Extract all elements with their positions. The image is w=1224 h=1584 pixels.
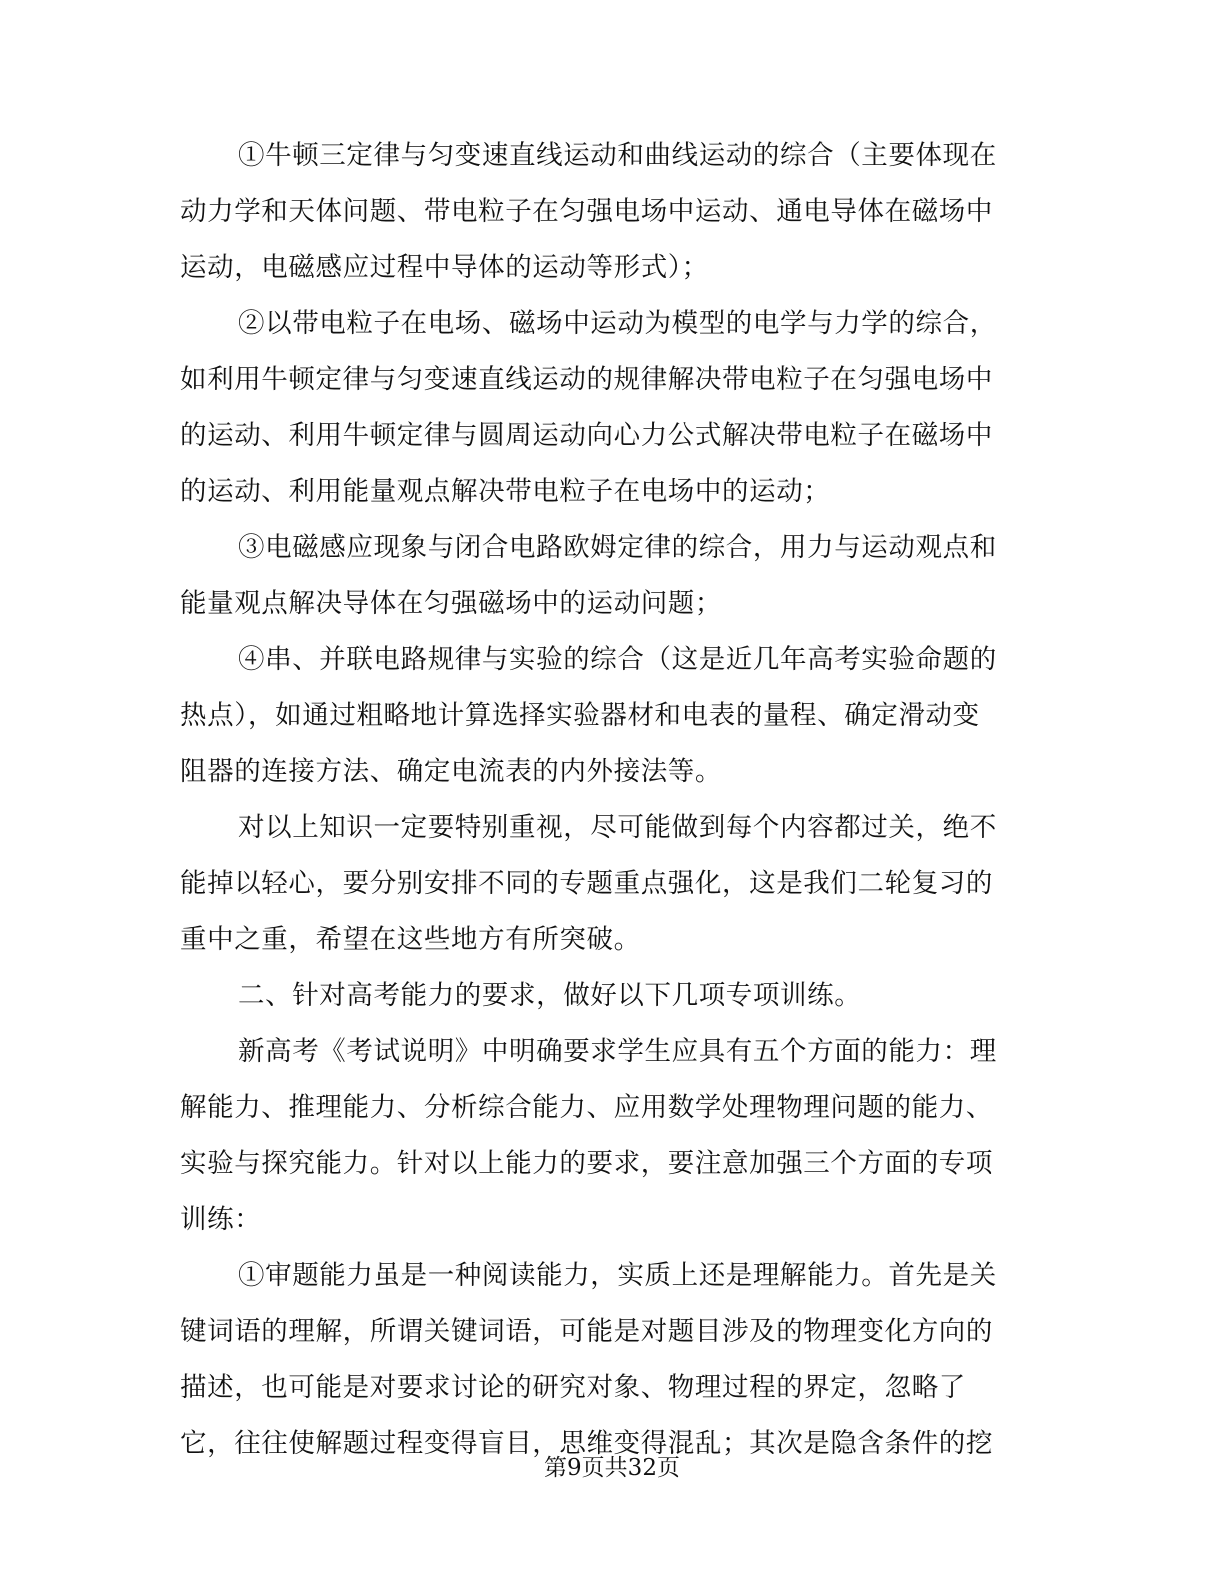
text-line: 对以上知识一定要特别重视，尽可能做到每个内容都过关，绝不 [238, 812, 997, 843]
text-line: 动力学和天体问题、带电粒子在匀强电场中运动、通电导体在磁场中 [180, 196, 993, 227]
text-line: 重中之重，希望在这些地方有所突破。 [180, 924, 641, 955]
text-line: 如利用牛顿定律与匀变速直线运动的规律解决带电粒子在匀强电场中 [180, 364, 993, 395]
text-line: ①牛顿三定律与匀变速直线运动和曲线运动的综合（主要体现在 [238, 140, 997, 171]
page-number-footer: 第9页共32页 [544, 1455, 680, 1481]
text-line: ②以带电粒子在电场、磁场中运动为模型的电学与力学的综合， [238, 308, 997, 339]
text-line: ①审题能力虽是一种阅读能力，实质上还是理解能力。首先是关 [238, 1260, 997, 1291]
text-line: 描述，也可能是对要求讨论的研究对象、物理过程的界定，忽略了 [180, 1372, 966, 1403]
text-line: 它，往往使解题过程变得盲目，思维变得混乱；其次是隐含条件的挖 [180, 1428, 993, 1459]
text-line: 训练： [180, 1204, 262, 1235]
text-line: ③电磁感应现象与闭合电路欧姆定律的综合，用力与运动观点和 [238, 532, 997, 563]
text-line: 键词语的理解，所谓关键词语，可能是对题目涉及的物理变化方向的 [180, 1316, 993, 1347]
text-line: 的运动、利用牛顿定律与圆周运动向心力公式解决带电粒子在磁场中 [180, 420, 993, 451]
section-heading: 二、针对高考能力的要求，做好以下几项专项训练。 [238, 980, 862, 1011]
text-line: 能掉以轻心，要分别安排不同的专题重点强化，这是我们二轮复习的 [180, 868, 993, 899]
text-line: 新高考《考试说明》中明确要求学生应具有五个方面的能力：理 [238, 1036, 997, 1067]
text-line: 实验与探究能力。针对以上能力的要求，要注意加强三个方面的专项 [180, 1148, 993, 1179]
text-line: 解能力、推理能力、分析综合能力、应用数学处理物理问题的能力、 [180, 1092, 993, 1123]
text-line: 运动，电磁感应过程中导体的运动等形式）； [180, 252, 709, 283]
text-line: 能量观点解决导体在匀强磁场中的运动问题； [180, 588, 722, 619]
text-line: 阻器的连接方法、确定电流表的内外接法等。 [180, 756, 722, 787]
text-line: 热点），如通过粗略地计算选择实验器材和电表的量程、确定滑动变 [180, 700, 980, 731]
text-line: 的运动、利用能量观点解决带电粒子在电场中的运动； [180, 476, 831, 507]
text-line: ④串、并联电路规律与实验的综合（这是近几年高考实验命题的 [238, 644, 997, 675]
